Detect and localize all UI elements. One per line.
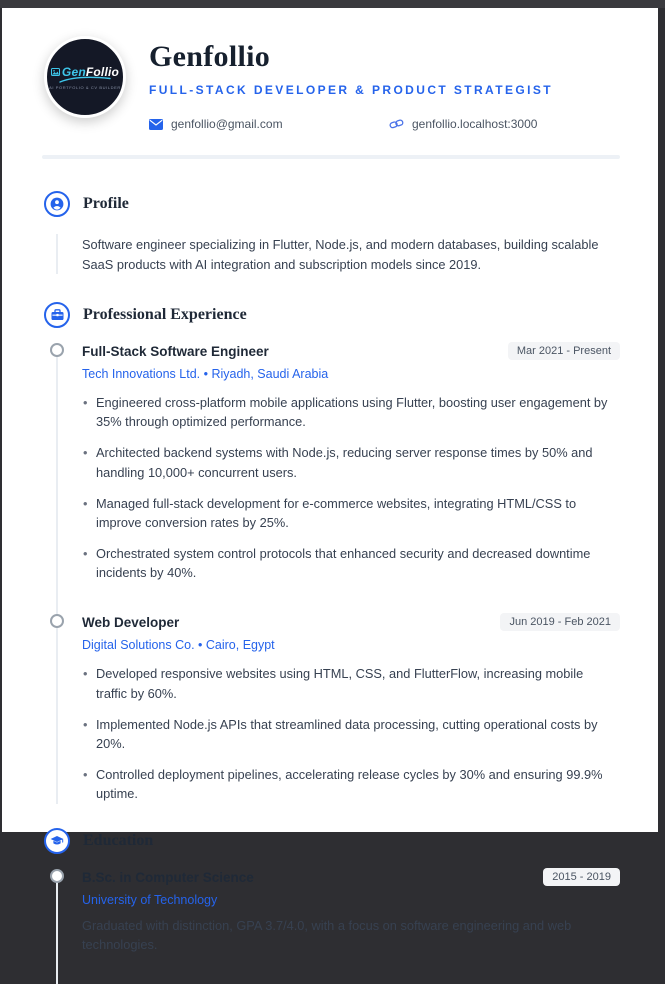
avatar	[44, 36, 126, 118]
profile-heading: Profile	[83, 195, 129, 212]
brand-name-accent: Gen	[61, 64, 86, 79]
section-profile	[44, 191, 620, 278]
job-entry	[82, 612, 620, 803]
brand-tagline: AI PORTFOLIO & CV BUILDER	[49, 84, 121, 90]
person-role: FULL-STACK DEVELOPER & PRODUCT STRATEGIST	[149, 83, 553, 97]
job-bullet: • Managed full-stack development for e-commerce websites, integrating HTML/CSS to improve conversion rates by 25%.	[82, 494, 610, 532]
contact-email-text: genfollio@gmail.com	[171, 117, 283, 131]
education-entry	[82, 867, 620, 954]
resume-page	[2, 8, 658, 952]
education-description: Graduated with distinction, GPA 3.7/4.0, with a focus on software engineering and web technologies.	[82, 917, 572, 952]
brand-name-rest: Follio	[85, 64, 120, 79]
job-bullet: • Orchestrated system control protocols that enhanced security and decreased downtime incidents by 40%.	[82, 544, 610, 582]
education-school: University of Technology	[82, 892, 218, 907]
graduation-cap-icon	[44, 828, 70, 854]
experience-body	[44, 341, 620, 804]
profile-body	[44, 230, 620, 278]
job-bullet: • Implemented Node.js APIs that streamlined data processing, cutting operational costs by 20%.	[82, 715, 610, 753]
job-title: Full-Stack Software Engineer	[82, 343, 269, 359]
job-bullet: • Engineered cross-platform mobile applications using Flutter, boosting user engagement by 35% through optimized performance.	[82, 393, 610, 431]
contact-row	[149, 117, 620, 131]
timeline-dot	[50, 869, 64, 883]
job-company: Digital Solutions Co. • Cairo, Egypt	[82, 638, 275, 653]
education-heading: Education	[83, 831, 154, 849]
job-bullet-list	[82, 393, 620, 583]
resume-body	[2, 159, 658, 984]
education-section-header	[44, 828, 620, 854]
job-entry-header	[82, 342, 620, 360]
job-entry-header	[82, 613, 620, 631]
contact-website-text: genfollio.localhost:3000	[412, 117, 538, 131]
contact-website[interactable]	[389, 117, 537, 131]
resume-header	[2, 8, 658, 131]
section-education	[44, 828, 620, 984]
timeline-dot	[50, 343, 64, 357]
experience-section-header	[44, 302, 620, 328]
job-bullet: • Architected backend systems with Node.js, reducing server response times by 50% and handling 10,000+ concurrent users.	[82, 443, 610, 481]
briefcase-icon	[44, 302, 70, 328]
mail-icon	[149, 119, 163, 130]
section-experience	[44, 302, 620, 804]
user-circle-icon	[44, 191, 70, 217]
contact-email[interactable]	[149, 117, 389, 131]
job-entry	[82, 341, 620, 583]
job-bullet-list	[82, 664, 620, 803]
viewer-top-edge	[0, 0, 665, 8]
job-company: Tech Innovations Ltd. • Riyadh, Saudi Arabia	[82, 366, 329, 381]
timeline-dot	[50, 614, 64, 628]
job-bullet: • Developed responsive websites using HTML, CSS, and FlutterFlow, increasing mobile traffic by 60%.	[82, 664, 610, 702]
education-dates-badge: 2015 - 2019	[543, 868, 620, 886]
job-dates-badge: Jun 2019 - Feb 2021	[500, 613, 620, 631]
profile-section-header	[44, 191, 620, 217]
header-text-block	[149, 36, 620, 131]
degree-title: B.Sc. in Computer Science	[82, 869, 254, 885]
education-entry-header	[82, 868, 620, 886]
link-icon	[389, 118, 404, 130]
photo-icon	[51, 68, 60, 76]
job-dates-badge: Mar 2021 - Present	[508, 342, 620, 360]
person-name: Genfollio	[149, 40, 271, 73]
education-body	[44, 867, 620, 984]
logo-swoosh	[59, 77, 111, 83]
experience-heading: Professional Experience	[83, 305, 247, 323]
job-bullet: • Controlled deployment pipelines, accelerating release cycles by 30% and ensuring 99.9% uptime.	[82, 765, 610, 803]
job-title: Web Developer	[82, 615, 180, 631]
profile-summary: Software engineer specializing in Flutter, Node.js, and modern databases, building scalable SaaS products with AI integration and subscription models since 2019.	[82, 237, 599, 273]
